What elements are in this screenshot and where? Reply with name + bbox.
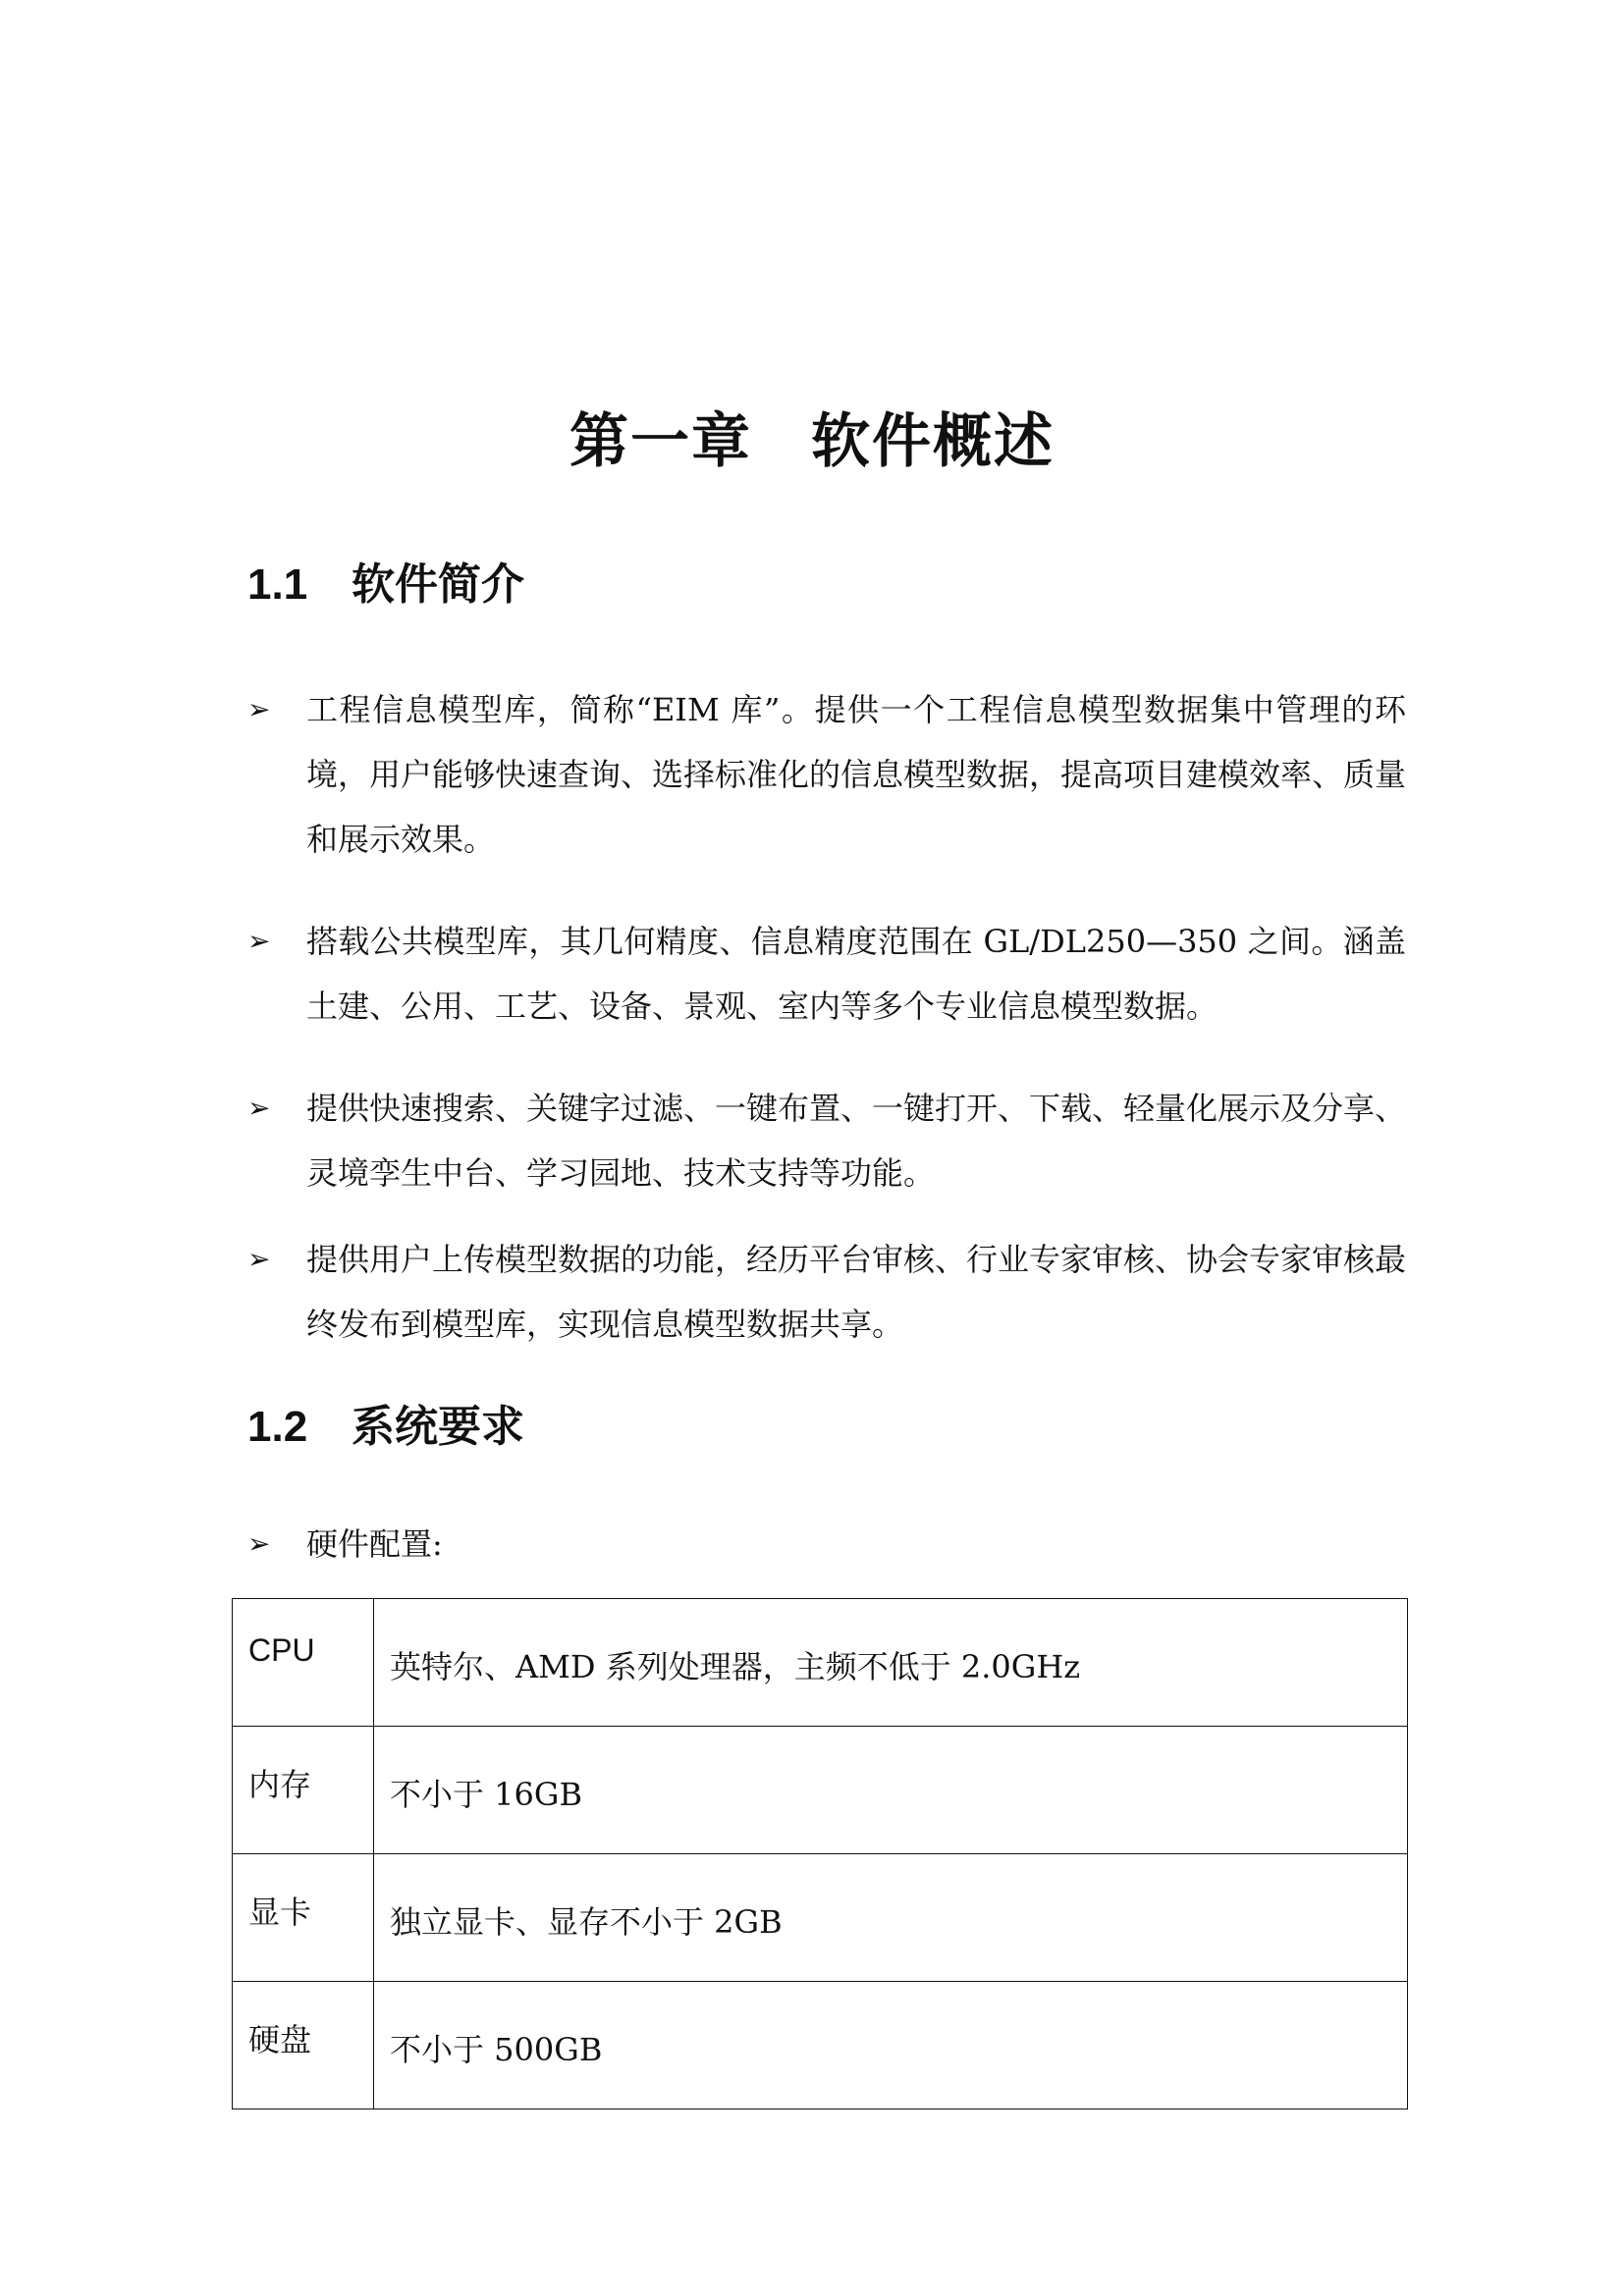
hardware-label: 硬件配置: [306, 1525, 443, 1563]
hardware-label-item [247, 1512, 1406, 1576]
table-value-cell: 不小于 16GB [374, 1727, 1408, 1854]
arrow-bullet-icon: ➢ [247, 925, 271, 957]
table-key-cell: CPU [233, 1599, 374, 1727]
chapter-prefix: 第一章 [569, 407, 752, 476]
arrow-bullet-icon: ➢ [247, 1527, 271, 1560]
bullet-text: 搭载公共模型库，其几何精度、信息精度范围在 GL/DL250—350 之间。涵盖土建、公用、工艺、设备、景观、室内等多个专业信息模型数据。 [306, 923, 1406, 1025]
table-row [233, 1727, 1408, 1854]
table-row [233, 1982, 1408, 2109]
table-row [233, 1599, 1408, 1727]
list-item [247, 1227, 1406, 1357]
list-item [247, 1076, 1406, 1205]
table-value-cell: 独立显卡、显存不小于 2GB [374, 1854, 1408, 1982]
bullet-text: 提供用户上传模型数据的功能，经历平台审核、行业专家审核、协会专家审核最终发布到模型库，实现信息模型数据共享。 [306, 1241, 1407, 1343]
arrow-bullet-icon: ➢ [247, 693, 271, 725]
arrow-bullet-icon: ➢ [247, 1092, 271, 1124]
section-title: 系统要求 [352, 1402, 524, 1452]
section-title: 软件简介 [352, 560, 524, 610]
section-number: 1.2 [247, 1403, 308, 1451]
table-row [233, 1854, 1408, 1982]
section-number: 1.1 [247, 561, 308, 609]
bullet-text: 提供快速搜索、关键字过滤、一键布置、一键打开、下载、轻量化展示及分享、灵境孪生中台、学习园地、技术支持等功能。 [306, 1090, 1407, 1192]
table-value-cell: 英特尔、AMD 系列处理器，主频不低于 2.0GHz [374, 1599, 1408, 1727]
table-key-cell: 内存 [233, 1727, 374, 1854]
arrow-bullet-icon: ➢ [247, 1243, 271, 1275]
bullet-text: 工程信息模型库，简称“EIM 库”。提供一个工程信息模型数据集中管理的环境，用户能够快速查询、选择标准化的信息模型数据，提高项目建模效率、质量和展示效果。 [306, 691, 1407, 858]
table-value-cell: 不小于 500GB [374, 1982, 1408, 2109]
section-heading-intro [247, 556, 524, 614]
hardware-table [232, 1598, 1408, 2109]
list-item [247, 909, 1406, 1039]
table-key-cell: 硬盘 [233, 1982, 374, 2109]
chapter-title [0, 402, 1624, 481]
chapter-name: 软件概述 [811, 407, 1055, 476]
list-item [247, 677, 1406, 872]
table-key-cell: 显卡 [233, 1854, 374, 1982]
section-heading-requirements [247, 1398, 524, 1457]
